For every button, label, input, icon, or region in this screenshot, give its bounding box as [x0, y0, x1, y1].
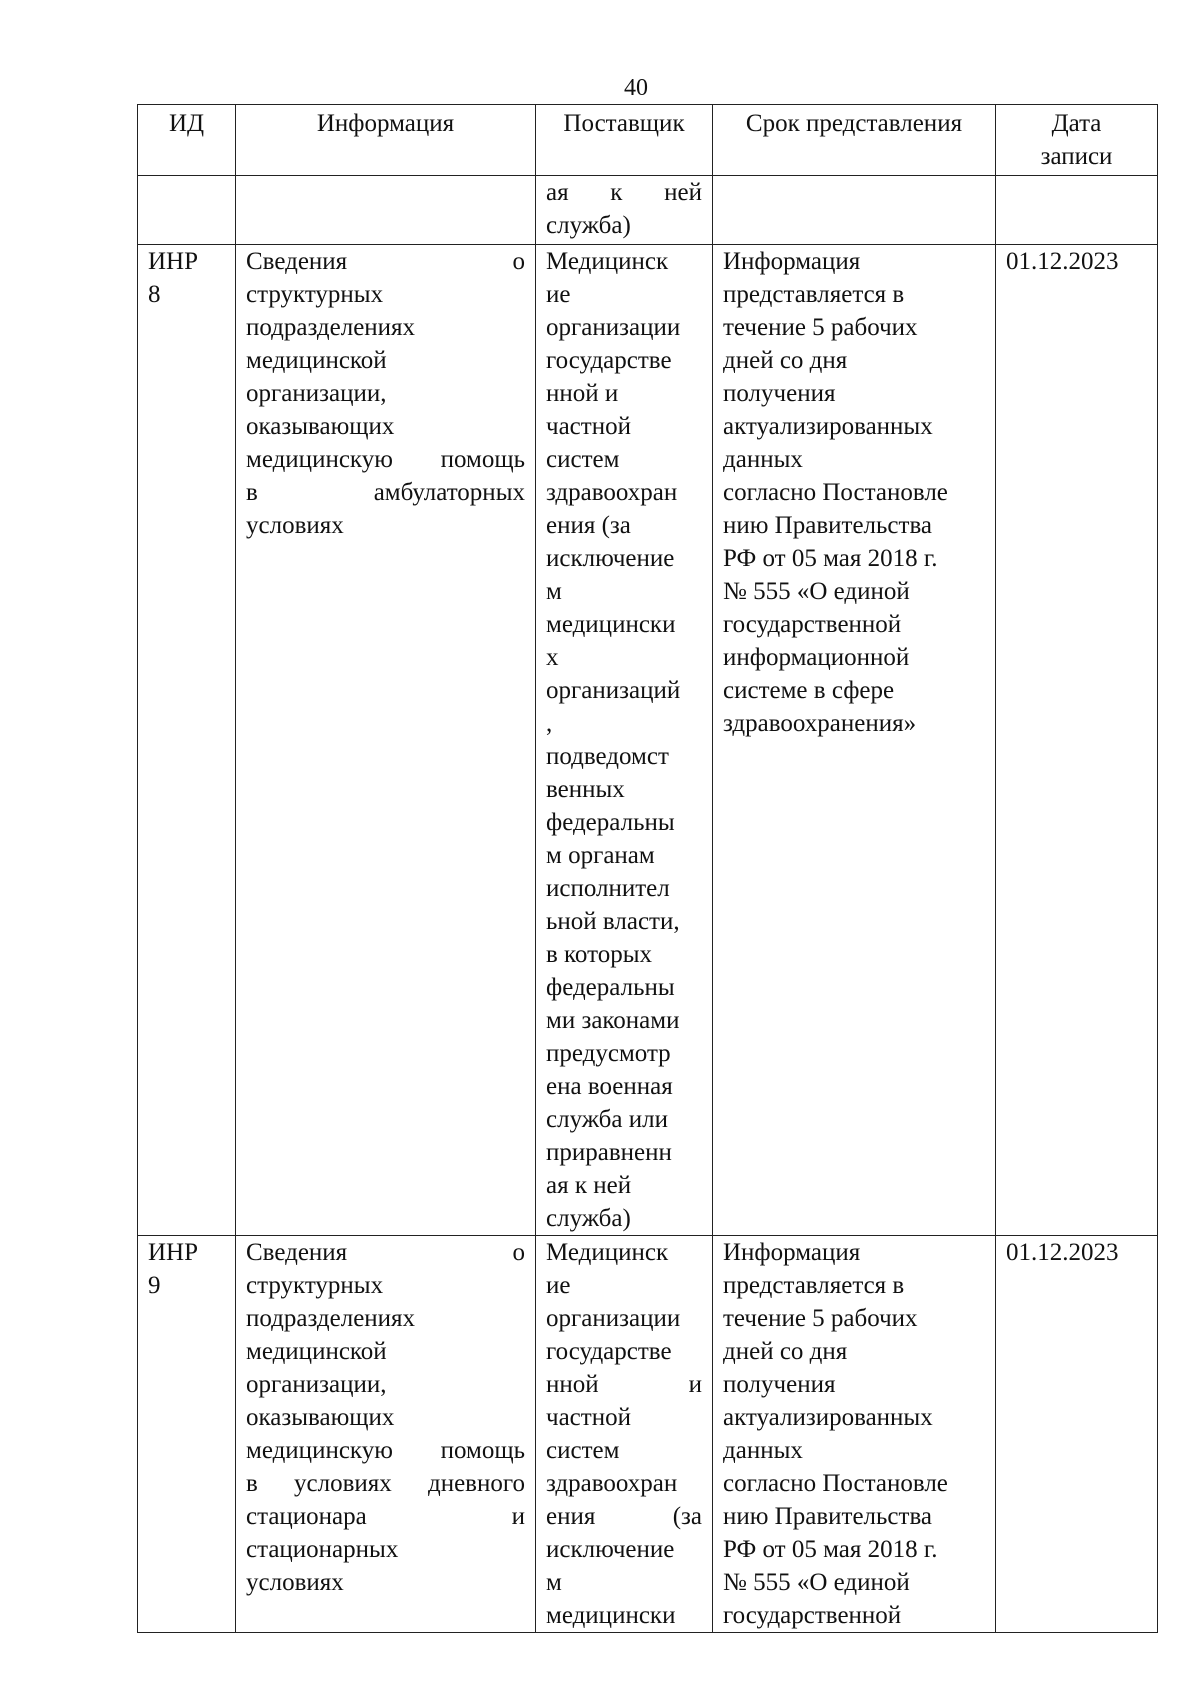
cell-line: м — [546, 1569, 562, 1596]
cell-line: ИНР — [148, 248, 199, 275]
header-deadline: Срок представления — [713, 105, 996, 176]
cell-line: получения — [723, 1371, 836, 1398]
word: ней — [664, 179, 702, 206]
cell-line: ие — [546, 281, 571, 308]
cell-line: дней со дня — [723, 1338, 848, 1365]
cell-line — [246, 245, 525, 278]
cell-record-date: 01.12.2023 — [996, 245, 1158, 1236]
cell-line: 8 — [148, 281, 161, 308]
cell-supplier — [536, 176, 713, 245]
cell-line: представляется в — [723, 1272, 905, 1299]
word: и — [688, 1371, 702, 1398]
header-record-date-line-1: Дата — [1051, 110, 1102, 137]
cell-line: Информация — [723, 248, 861, 275]
cell-deadline — [713, 1236, 996, 1633]
cell-id — [138, 176, 236, 245]
cell-line: ая к ней — [546, 1172, 632, 1199]
supplier-line-justified — [546, 176, 702, 209]
cell-line: ения (за — [546, 512, 631, 539]
cell-line: стационарных — [246, 1536, 399, 1563]
cell-line — [246, 1236, 525, 1269]
word: ения — [546, 1503, 596, 1530]
cell-information — [236, 245, 536, 1236]
cell-line — [546, 1500, 702, 1533]
cell-line: ие — [546, 1272, 571, 1299]
cell-deadline — [713, 245, 996, 1236]
cell-line: данных — [723, 1437, 803, 1464]
cell-line: исполнител — [546, 875, 670, 902]
cell-line: медицинской — [246, 1338, 387, 1365]
word: помощь — [440, 1437, 525, 1464]
cell-line — [246, 476, 525, 509]
cell-line: систем — [546, 446, 620, 473]
cell-information — [236, 1236, 536, 1633]
table-row — [138, 245, 1158, 1236]
cell-line: ена военная — [546, 1073, 673, 1100]
cell-line: государстве — [546, 1338, 672, 1365]
cell-deadline — [713, 176, 996, 245]
cell-line: м органам — [546, 842, 655, 869]
cell-record-date: 01.12.2023 — [996, 1236, 1158, 1633]
cell-line: условиях — [246, 1569, 344, 1596]
cell-line: медицински — [546, 611, 676, 638]
cell-line: частной — [546, 413, 631, 440]
word: ая — [546, 179, 569, 206]
cell-line: 9 — [148, 1272, 161, 1299]
cell-line: ьной власти, — [546, 908, 680, 935]
table-header-row — [138, 105, 1158, 176]
cell-line — [246, 1500, 525, 1533]
cell-line: исключение — [546, 1536, 675, 1563]
cell-line: здравоохранения» — [723, 710, 917, 737]
cell-line: нной и — [546, 380, 619, 407]
cell-line: приравненн — [546, 1139, 672, 1166]
cell-line: дней со дня — [723, 347, 848, 374]
cell-line: системе в сфере — [723, 677, 895, 704]
cell-line: организации, — [246, 380, 387, 407]
table-row — [138, 1236, 1158, 1633]
cell-line: условиях — [246, 512, 344, 539]
cell-line: государственной — [723, 611, 902, 638]
cell-line: оказывающих — [246, 1404, 395, 1431]
cell-line: подразделениях — [246, 1305, 416, 1332]
cell-line: информационной — [723, 644, 910, 671]
cell-line: актуализированных — [723, 1404, 933, 1431]
header-record-date — [996, 105, 1158, 176]
cell-line: медицински — [546, 1602, 676, 1629]
cell-line: государственной — [723, 1602, 902, 1629]
word: Сведения — [246, 248, 348, 275]
cell-line: организации — [546, 1305, 681, 1332]
cell-line: получения — [723, 380, 836, 407]
cell-line: частной — [546, 1404, 631, 1431]
cell-line: Информация — [723, 1239, 861, 1266]
word: и — [511, 1503, 525, 1530]
word: условиях — [294, 1470, 392, 1497]
cell-line: ми законами — [546, 1007, 680, 1034]
cell-line: РФ от 05 мая 2018 г. — [723, 1536, 938, 1563]
cell-line: № 555 «О единой — [723, 578, 910, 605]
header-supplier: Поставщик — [536, 105, 713, 176]
cell-line: федеральны — [546, 974, 675, 1001]
supplier-line: служба) — [546, 212, 631, 239]
cell-line: государстве — [546, 347, 672, 374]
cell-line: течение 5 рабочих — [723, 1305, 918, 1332]
word: медицинскую — [246, 1437, 393, 1464]
cell-supplier — [536, 1236, 713, 1633]
cell-line: организаций — [546, 677, 681, 704]
word: о — [512, 1239, 525, 1266]
word: стационара — [246, 1503, 367, 1530]
word: Сведения — [246, 1239, 348, 1266]
cell-line: м — [546, 578, 562, 605]
cell-line: согласно Постановле — [723, 1470, 948, 1497]
cell-line — [546, 1368, 702, 1401]
cell-line: подведомст — [546, 743, 669, 770]
cell-line: нию Правительства — [723, 512, 933, 539]
cell-id — [138, 245, 236, 1236]
header-information: Информация — [236, 105, 536, 176]
cell-line: , — [546, 710, 553, 737]
cell-line — [246, 1467, 525, 1500]
word: медицинскую — [246, 446, 393, 473]
cell-line: актуализированных — [723, 413, 933, 440]
cell-line: структурных — [246, 281, 384, 308]
cell-line: систем — [546, 1437, 620, 1464]
cell-line: течение 5 рабочих — [723, 314, 918, 341]
cell-id — [138, 1236, 236, 1633]
cell-line: х — [546, 644, 559, 671]
cell-line: организации — [546, 314, 681, 341]
cell-line: представляется в — [723, 281, 905, 308]
cell-line: здравоохран — [546, 1470, 678, 1497]
cell-line: Медицинск — [546, 248, 669, 275]
cell-line: исключение — [546, 545, 675, 572]
page-number: 40 — [624, 75, 648, 101]
cell-line: Медицинск — [546, 1239, 669, 1266]
cell-line: федеральны — [546, 809, 675, 836]
word: нной — [546, 1371, 599, 1398]
cell-record-date — [996, 176, 1158, 245]
cell-line: № 555 «О единой — [723, 1569, 910, 1596]
cell-line: подразделениях — [246, 314, 416, 341]
word: в — [246, 479, 258, 506]
cell-line: оказывающих — [246, 413, 395, 440]
cell-line: данных — [723, 446, 803, 473]
word: дневного — [427, 1470, 525, 1497]
cell-line — [246, 443, 525, 476]
cell-supplier — [536, 245, 713, 1236]
cell-line: медицинской — [246, 347, 387, 374]
cell-line: ИНР — [148, 1239, 199, 1266]
word: амбулаторных — [373, 479, 525, 506]
word: (за — [672, 1503, 702, 1530]
cell-line: венных — [546, 776, 625, 803]
cell-line: предусмотр — [546, 1040, 671, 1067]
word: о — [512, 248, 525, 275]
cell-line: служба) — [546, 1205, 631, 1232]
word: в — [246, 1470, 258, 1497]
cell-line — [246, 1434, 525, 1467]
cell-information — [236, 176, 536, 245]
cell-line: здравоохран — [546, 479, 678, 506]
word: помощь — [440, 446, 525, 473]
header-id: ИД — [138, 105, 236, 176]
cell-line: структурных — [246, 1272, 384, 1299]
cell-line: РФ от 05 мая 2018 г. — [723, 545, 938, 572]
word: к — [610, 179, 623, 206]
header-record-date-line-2: записи — [1040, 143, 1113, 170]
cell-line: в которых — [546, 941, 652, 968]
cell-line: служба или — [546, 1106, 668, 1133]
cell-line: согласно Постановле — [723, 479, 948, 506]
register-table — [137, 104, 1158, 1633]
table-row-continuation — [138, 176, 1158, 245]
cell-line: нию Правительства — [723, 1503, 933, 1530]
cell-line: организации, — [246, 1371, 387, 1398]
